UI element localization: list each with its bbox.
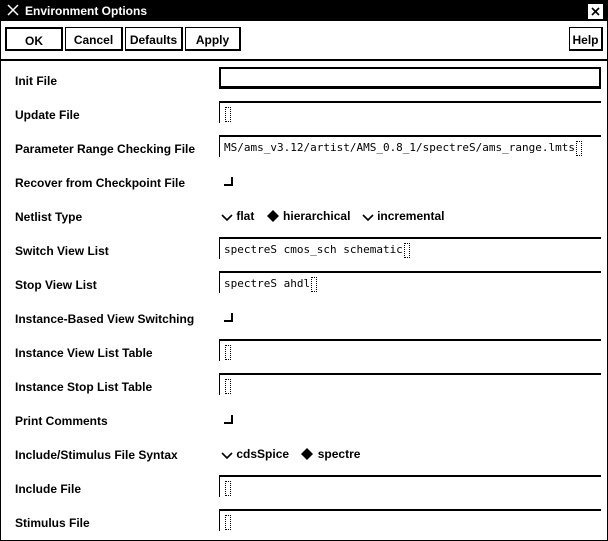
row-print-comments bbox=[1, 405, 607, 439]
netlist-incremental-radio[interactable] bbox=[362, 208, 445, 223]
close-icon bbox=[589, 5, 602, 18]
switch-view-field[interactable] bbox=[219, 237, 601, 259]
radio-off-icon bbox=[221, 210, 233, 222]
radio-on-icon bbox=[300, 447, 314, 461]
close-button[interactable] bbox=[588, 4, 603, 19]
instance-switch-checkbox[interactable] bbox=[223, 312, 233, 322]
ok-button[interactable]: OK bbox=[5, 27, 63, 51]
include-file-field[interactable] bbox=[219, 475, 601, 497]
print-comments-checkbox[interactable] bbox=[223, 414, 233, 424]
window-menu-icon[interactable] bbox=[7, 4, 19, 16]
netlist-hierarchical-radio[interactable] bbox=[266, 208, 351, 223]
switch-view-label: Switch View List bbox=[15, 244, 109, 258]
row-stop-view bbox=[1, 269, 607, 303]
init-file-field[interactable] bbox=[219, 67, 601, 89]
param-range-label: Parameter Range Checking File bbox=[15, 142, 196, 156]
text-cursor bbox=[225, 107, 231, 122]
row-recover bbox=[1, 167, 607, 201]
text-cursor bbox=[225, 345, 231, 360]
instance-stop-table-label: Instance Stop List Table bbox=[15, 380, 153, 394]
row-init-file bbox=[1, 65, 607, 99]
syntax-radio-group bbox=[221, 446, 368, 461]
text-cursor bbox=[225, 379, 231, 394]
netlist-flat-label: flat bbox=[236, 208, 255, 223]
help-button[interactable]: Help bbox=[569, 27, 603, 51]
recover-label: Recover from Checkpoint File bbox=[15, 176, 186, 190]
row-param-range bbox=[1, 133, 607, 167]
include-file-label: Include File bbox=[15, 482, 82, 496]
param-range-field[interactable] bbox=[219, 135, 601, 157]
row-include-file bbox=[1, 473, 607, 507]
radio-off-icon bbox=[362, 210, 374, 222]
stop-view-field[interactable] bbox=[219, 271, 601, 293]
instance-view-table-field[interactable] bbox=[219, 339, 601, 361]
row-syntax bbox=[1, 439, 607, 473]
stimulus-file-label: Stimulus File bbox=[15, 516, 90, 530]
switch-view-value: spectreS cmos_sch schematic bbox=[224, 243, 403, 256]
syntax-spectre-radio[interactable] bbox=[300, 446, 360, 461]
radio-on-icon bbox=[266, 209, 280, 223]
stop-view-value: spectreS ahdl bbox=[224, 277, 311, 290]
text-cursor bbox=[311, 277, 317, 292]
stimulus-file-field[interactable] bbox=[219, 509, 601, 531]
toolbar bbox=[1, 23, 607, 57]
netlist-incremental-label: incremental bbox=[377, 208, 445, 223]
netlist-type-radio-group bbox=[221, 208, 452, 223]
param-range-value: MS/ams_v3.12/artist/AMS_0.8_1/spectreS/ams_range.lmts bbox=[224, 141, 575, 154]
cancel-button[interactable]: Cancel bbox=[65, 27, 123, 51]
netlist-flat-radio[interactable] bbox=[221, 208, 254, 223]
window-title: Environment Options bbox=[25, 4, 148, 18]
radio-off-icon bbox=[221, 448, 233, 460]
defaults-button[interactable]: Defaults bbox=[125, 27, 183, 51]
syntax-cdsspice-label: cdsSpice bbox=[236, 446, 290, 461]
netlist-type-label: Netlist Type bbox=[15, 210, 83, 224]
stop-view-label: Stop View List bbox=[15, 278, 97, 292]
text-cursor bbox=[225, 515, 231, 530]
row-stimulus-file bbox=[1, 507, 607, 541]
title-bar[interactable] bbox=[1, 1, 607, 21]
row-instance-view-table bbox=[1, 337, 607, 371]
text-cursor bbox=[404, 243, 410, 258]
init-file-label: Init File bbox=[15, 74, 57, 88]
apply-button[interactable]: Apply bbox=[185, 27, 241, 51]
row-instance-stop-table bbox=[1, 371, 607, 405]
text-cursor bbox=[576, 141, 582, 156]
print-comments-label: Print Comments bbox=[15, 414, 108, 428]
row-update-file bbox=[1, 99, 607, 133]
instance-stop-table-field[interactable] bbox=[219, 373, 601, 395]
update-file-field[interactable] bbox=[219, 101, 601, 123]
instance-switch-label: Instance-Based View Switching bbox=[15, 312, 195, 326]
row-instance-switch bbox=[1, 303, 607, 337]
instance-view-table-label: Instance View List Table bbox=[15, 346, 153, 360]
row-switch-view bbox=[1, 235, 607, 269]
syntax-spectre-label: spectre bbox=[317, 446, 361, 461]
syntax-cdsspice-radio[interactable] bbox=[221, 446, 289, 461]
text-cursor bbox=[225, 481, 231, 496]
update-file-label: Update File bbox=[15, 108, 80, 122]
netlist-hierarchical-label: hierarchical bbox=[283, 208, 351, 223]
recover-checkbox[interactable] bbox=[223, 176, 233, 186]
syntax-label: Include/Stimulus File Syntax bbox=[15, 448, 178, 462]
row-netlist-type bbox=[1, 201, 607, 235]
toolbar-divider bbox=[1, 59, 607, 61]
